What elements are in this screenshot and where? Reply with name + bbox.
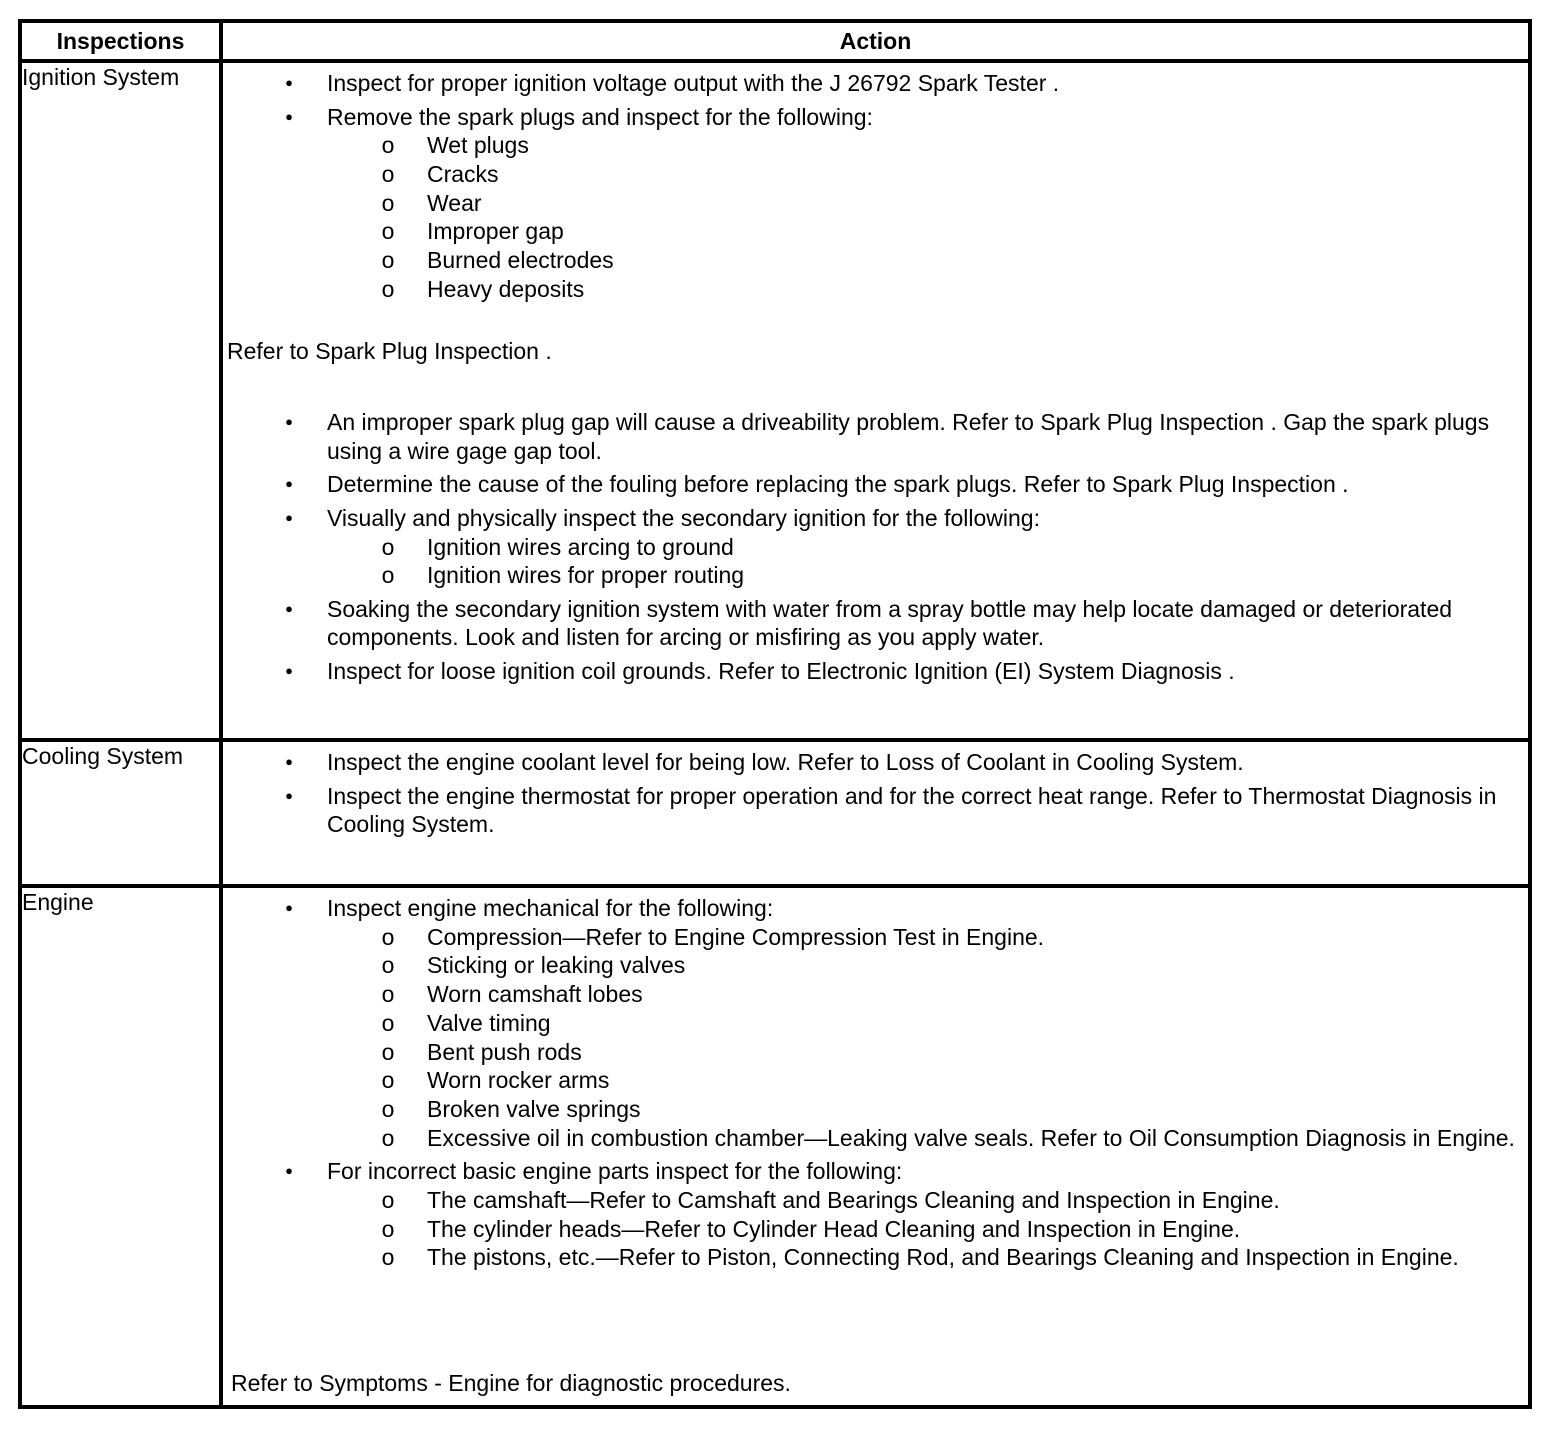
sub-list-item	[227, 1243, 1528, 1272]
sub-list-item	[227, 1095, 1528, 1124]
sub-list-item	[227, 1066, 1528, 1095]
list-item-text: Inspect the engine coolant level for being low. Refer to Loss of Coolant in Cooling System.	[327, 749, 1244, 775]
sub-list-item-text: Compression—Refer to Engine Compression Test in Engine.	[427, 923, 1045, 950]
sub-list	[327, 533, 1528, 590]
circle-bullet-icon: o	[381, 160, 395, 187]
table-row	[20, 61, 1530, 740]
circle-bullet-icon: o	[381, 1067, 395, 1094]
sub-list-item-text: The cylinder heads—Refer to Cylinder Head Cleaning and Inspection in Engine.	[427, 1215, 1241, 1242]
sub-list-item-text: The pistons, etc.—Refer to Piston, Connecting Rod, and Bearings Cleaning and Inspection in Engine.	[427, 1244, 1459, 1271]
inspection-table	[18, 19, 1532, 1409]
table-row	[20, 886, 1530, 1407]
sub-list-item	[227, 246, 1528, 275]
sub-list-item-text: Burned electrodes	[427, 247, 614, 274]
circle-bullet-icon: o	[381, 952, 395, 979]
list-item-text: Remove the spark plugs and inspect for the following:	[327, 103, 873, 130]
sub-list-item-text: Ignition wires arcing to ground	[427, 533, 734, 560]
list-item	[223, 748, 1528, 777]
action-list	[223, 894, 1528, 1272]
sub-list-item	[227, 951, 1528, 980]
circle-bullet-icon: o	[381, 923, 395, 950]
list-item	[223, 408, 1528, 465]
circle-bullet-icon: o	[381, 1038, 395, 1065]
sub-list-item-text: The camshaft—Refer to Camshaft and Bearings Cleaning and Inspection in Engine.	[427, 1186, 1280, 1213]
circle-bullet-icon: o	[381, 132, 395, 159]
circle-bullet-icon: o	[381, 1186, 395, 1213]
sub-list-item-text: Wet plugs	[427, 132, 529, 159]
circle-bullet-icon: o	[381, 533, 395, 560]
list-item	[223, 103, 1528, 304]
bullet-icon: ●	[285, 900, 293, 915]
circle-bullet-icon: o	[381, 1215, 395, 1242]
sub-list-item	[227, 980, 1528, 1009]
sub-list-item-text: Wear	[427, 189, 482, 216]
action-list	[223, 69, 1528, 303]
bullet-icon: ●	[285, 662, 293, 678]
bullet-icon: ●	[285, 754, 293, 769]
list-item-text: An improper spark plug gap will cause a driveability problem. Refer to Spark Plug Inspection . Gap the spark plugs using a wire gage gap tool.	[327, 409, 1490, 464]
header-action: Action	[221, 21, 1530, 61]
sub-list-item	[227, 131, 1528, 160]
sub-list-item	[227, 561, 1528, 590]
sub-list-item	[227, 1009, 1528, 1038]
sub-list-item-text: Cracks	[427, 160, 499, 187]
reference-text: Refer to Symptoms - Engine for diagnostic procedures.	[231, 1370, 791, 1397]
list-item	[223, 504, 1528, 590]
list-item	[223, 69, 1528, 98]
list-item	[223, 894, 1528, 1152]
action-cell	[221, 886, 1530, 1407]
sub-list-item-text: Worn rocker arms	[427, 1067, 610, 1094]
header-row	[20, 21, 1530, 61]
circle-bullet-icon: o	[381, 247, 395, 274]
bullet-icon: ●	[285, 787, 293, 803]
list-item-text: Soaking the secondary ignition system with water from a spray bottle may help locate damaged or deteriorated components. Look and listen for arcing or misfiring as you apply water.	[327, 595, 1453, 651]
bullet-icon: ●	[285, 108, 293, 124]
action-list	[223, 408, 1528, 686]
bullet-icon: ●	[285, 600, 293, 616]
sub-list-item	[227, 275, 1528, 304]
list-item-text: Inspect for proper ignition voltage output with the J 26792 Spark Tester .	[327, 70, 1060, 96]
sub-list-item-text: Improper gap	[427, 218, 564, 245]
sub-list-item	[227, 160, 1528, 189]
list-item	[223, 470, 1528, 499]
sub-list-item-text: Worn camshaft lobes	[427, 981, 643, 1008]
sub-list-item-text: Heavy deposits	[427, 275, 585, 302]
circle-bullet-icon: o	[381, 981, 395, 1008]
list-item	[223, 657, 1528, 686]
circle-bullet-icon: o	[381, 218, 395, 245]
bullet-icon: ●	[285, 476, 293, 492]
sub-list-item-text: Excessive oil in combustion chamber—Leaking valve seals. Refer to Oil Consumption Diagnosis in Engine.	[427, 1124, 1515, 1151]
list-item-text: Determine the cause of the fouling before replacing the spark plugs. Refer to Spark Plug Inspection .	[327, 471, 1349, 498]
sub-list-item-text: Broken valve springs	[427, 1095, 641, 1122]
sub-list-item	[227, 1215, 1528, 1244]
sub-list-item-text: Ignition wires for proper routing	[427, 562, 745, 589]
action-cell	[221, 61, 1530, 740]
inspection-cell: Ignition System	[20, 61, 221, 740]
list-item-text: Inspect engine mechanical for the following:	[327, 895, 774, 921]
circle-bullet-icon: o	[381, 562, 395, 589]
sub-list-item	[227, 923, 1528, 952]
header-inspections: Inspections	[20, 21, 221, 61]
sub-list-item	[227, 533, 1528, 562]
list-item	[223, 595, 1528, 652]
bullet-icon: ●	[285, 75, 293, 90]
inspection-cell: Cooling System	[20, 740, 221, 886]
bullet-icon: ●	[285, 509, 293, 525]
sub-list-item-text: Valve timing	[427, 1009, 551, 1036]
list-item-text: Inspect for loose ignition coil grounds. Refer to Electronic Ignition (EI) System Diagnosis .	[327, 657, 1235, 684]
sub-list-item-text: Sticking or leaking valves	[427, 952, 686, 979]
sub-list	[327, 131, 1528, 303]
sub-list-item	[227, 1038, 1528, 1067]
bullet-icon: ●	[285, 414, 293, 430]
sub-list	[327, 923, 1528, 1153]
inspection-cell: Engine	[20, 886, 221, 1407]
circle-bullet-icon: o	[381, 275, 395, 302]
list-item-text: Inspect the engine thermostat for proper operation and for the correct heat range. Refer to Thermostat Diagnosis in Cooling System.	[327, 782, 1497, 838]
sub-list-item	[227, 189, 1528, 218]
list-item	[223, 782, 1528, 839]
action-list	[223, 748, 1528, 839]
sub-list-item	[227, 1124, 1528, 1153]
sub-list	[327, 1186, 1528, 1272]
table-row	[20, 740, 1530, 886]
sub-list-item	[227, 1186, 1528, 1215]
circle-bullet-icon: o	[381, 1095, 395, 1122]
list-item-text: Visually and physically inspect the secondary ignition for the following:	[327, 504, 1040, 531]
circle-bullet-icon: o	[381, 189, 395, 216]
list-item-text: For incorrect basic engine parts inspect for the following:	[327, 1158, 903, 1185]
list-item	[223, 1157, 1528, 1272]
circle-bullet-icon: o	[381, 1124, 395, 1151]
reference-text: Refer to Spark Plug Inspection .	[227, 338, 552, 365]
circle-bullet-icon: o	[381, 1009, 395, 1036]
circle-bullet-icon: o	[381, 1244, 395, 1271]
bullet-icon: ●	[285, 1163, 293, 1179]
sub-list-item	[227, 217, 1528, 246]
sub-list-item-text: Bent push rods	[427, 1038, 582, 1065]
action-cell	[221, 740, 1530, 886]
